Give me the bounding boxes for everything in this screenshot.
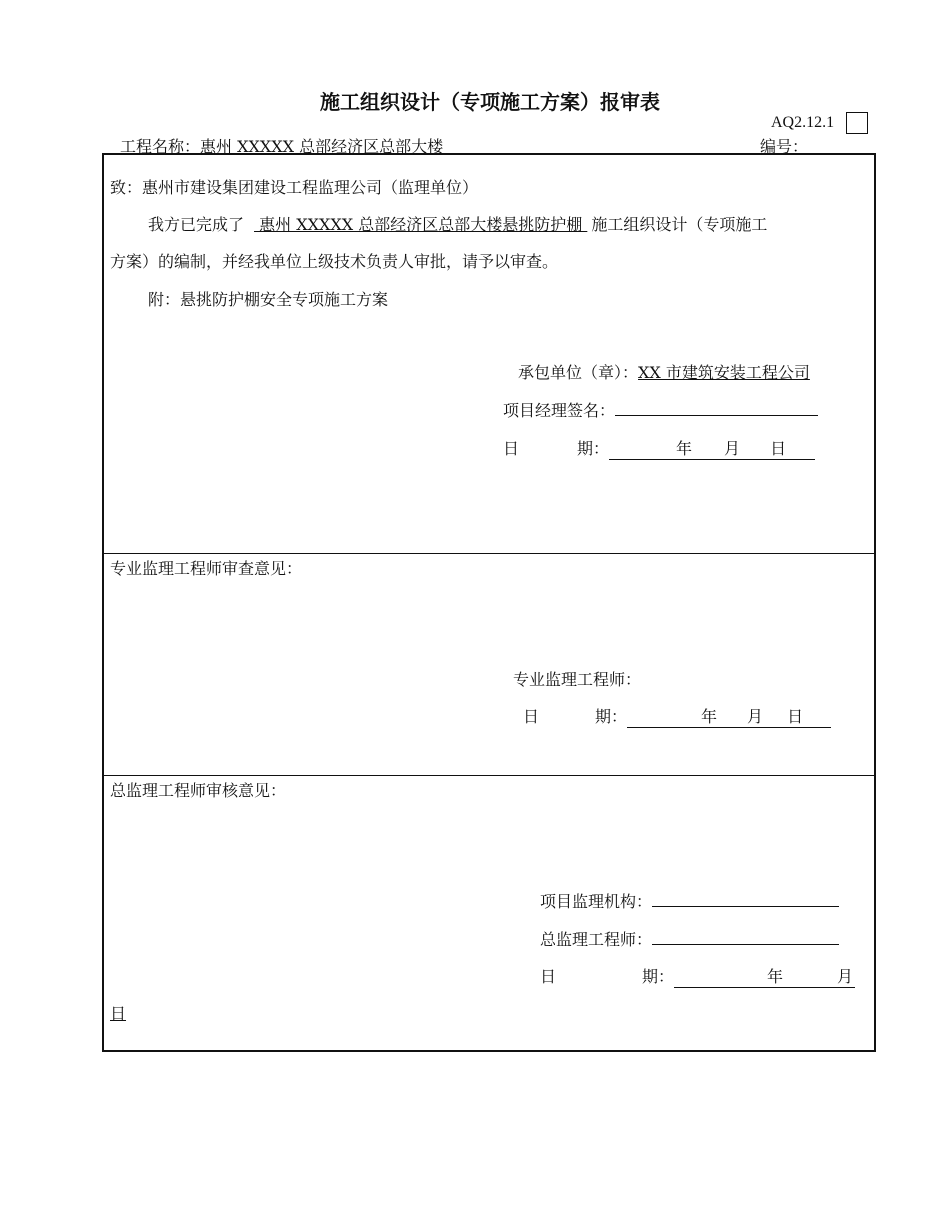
year-label: 年: [676, 439, 693, 458]
contractor-value: XX 市建筑安装工程公司: [638, 363, 810, 382]
day-label: 日: [770, 439, 787, 458]
attachment: 附：悬挑防护棚安全专项施工方案: [148, 290, 389, 309]
date-row: [503, 436, 815, 460]
statement-suffix: 施工组织设计（专项施工: [591, 215, 768, 234]
section-divider: [102, 775, 874, 776]
year-label: 年: [701, 707, 718, 726]
section-divider: [102, 553, 874, 554]
date-label-day: 日: [540, 967, 557, 986]
engineer-label: 专业监理工程师：: [513, 670, 642, 689]
date-label-period: 期：: [595, 707, 628, 726]
chief-label: 总监理工程师：: [540, 930, 653, 949]
form-code-checkbox[interactable]: [846, 112, 868, 134]
year-label: 年: [767, 967, 784, 986]
statement-line-2: 方案）的编制，并经我单位上级技术负责人审批，请予以审查。: [110, 252, 559, 271]
form-title: 施工组织设计（专项施工方案）报审表: [320, 90, 660, 114]
chief-signature-field[interactable]: [652, 928, 839, 945]
date-label-day: 日: [503, 439, 520, 458]
statement-prefix: 我方已完成了: [148, 215, 245, 234]
day-label-wrapped: 日: [110, 1004, 127, 1023]
engineer-review-heading: 专业监理工程师审查意见：: [110, 559, 303, 578]
org-field[interactable]: [652, 890, 839, 907]
contractor-label: 承包单位（章）：: [518, 363, 639, 382]
manager-label: 项目经理签名：: [503, 401, 616, 420]
date-row: [523, 704, 831, 728]
supervision-org-row: [540, 889, 839, 912]
date-label-period: 期：: [642, 967, 675, 986]
org-label: 项目监理机构：: [540, 892, 653, 911]
contractor-row: [518, 360, 810, 383]
month-label: 月: [837, 967, 854, 986]
addressee: 致：惠州市建设集团建设工程监理公司（监理单位）: [110, 178, 479, 197]
project-name: 工程名称：惠州 XXXXX 总部经济区总部大楼: [120, 137, 444, 156]
month-label: 月: [747, 707, 764, 726]
scheme-name: 惠州 XXXXX 总部经济区总部大楼悬挑防护棚: [254, 215, 588, 234]
form-code: AQ2.12.1: [771, 114, 835, 131]
serial-number-label: 编号：: [760, 137, 809, 156]
manager-signature-field[interactable]: [615, 399, 818, 416]
manager-signature-row: [503, 398, 818, 421]
chief-engineer-row: [540, 927, 839, 950]
month-label: 月: [724, 439, 741, 458]
date-label-day: 日: [523, 707, 540, 726]
date-label-period: 期：: [577, 439, 610, 458]
submission-statement: [148, 212, 767, 235]
day-label: 日: [787, 707, 804, 726]
date-field[interactable]: [627, 704, 831, 728]
date-row: [540, 964, 855, 988]
date-field[interactable]: [609, 436, 815, 460]
chief-review-heading: 总监理工程师审核意见：: [110, 781, 287, 800]
date-field[interactable]: [674, 964, 855, 988]
